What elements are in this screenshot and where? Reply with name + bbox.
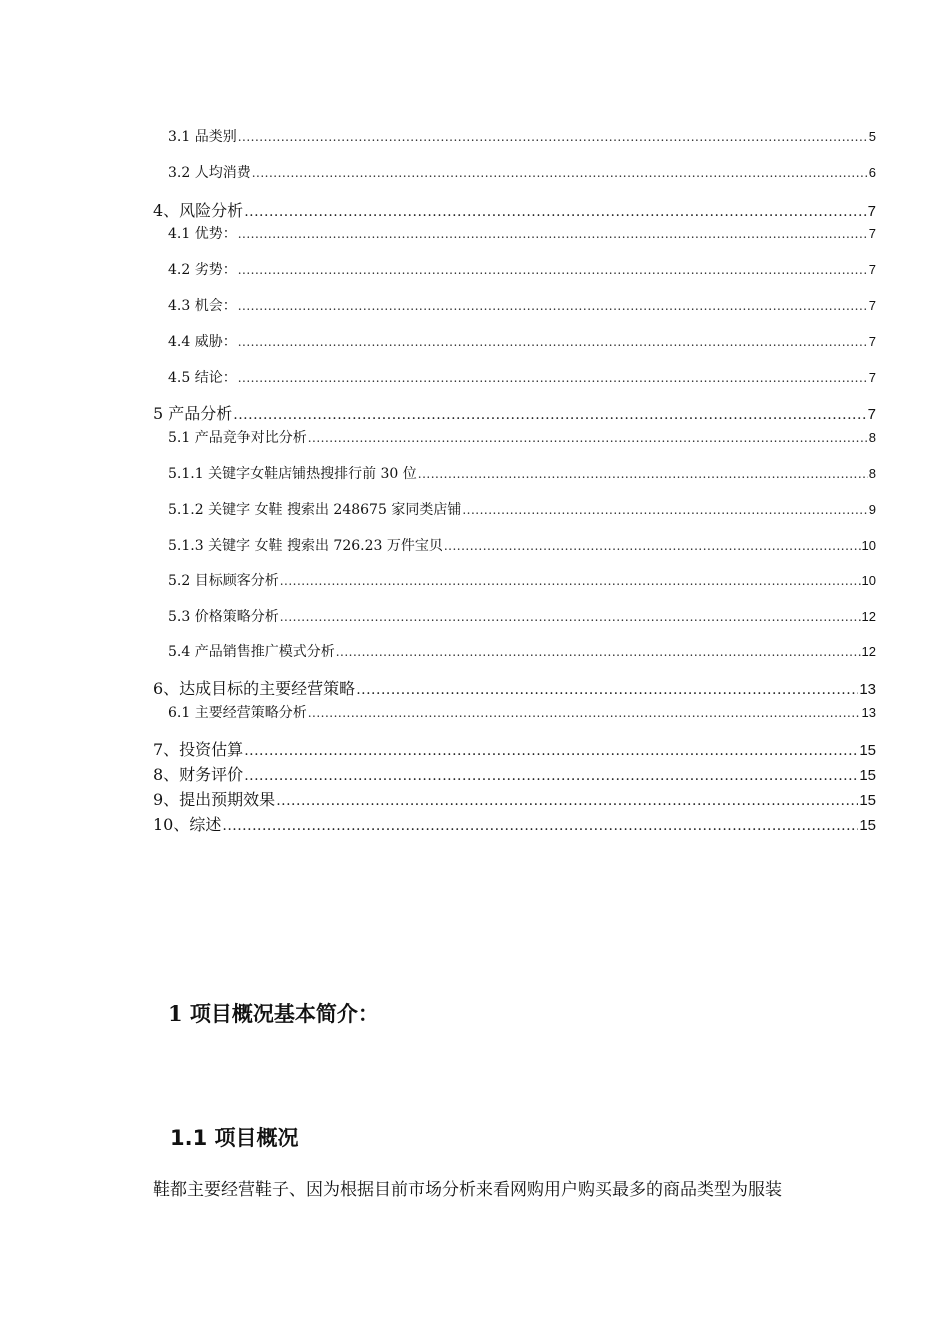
toc-entry[interactable] — [168, 606, 876, 626]
body-paragraph: 鞋都主要经营鞋子、因为根据目前市场分析来看网购用户购买最多的商品类型为服装 — [153, 1180, 782, 1200]
toc-entry-label: 5.2 目标顾客分析 — [168, 573, 279, 589]
toc-entry-page: 7 — [867, 203, 876, 220]
toc-entry-page: 6 — [868, 165, 876, 180]
toc-entry-label: 5.4 产品销售推广模式分析 — [168, 644, 335, 660]
toc-entry[interactable] — [153, 787, 876, 810]
toc-entry-page: 12 — [861, 609, 876, 624]
toc-entry[interactable] — [168, 259, 876, 279]
toc-leader-dots — [222, 818, 858, 834]
toc-entry-label: 7、投资估算 — [153, 740, 244, 759]
toc-entry[interactable] — [168, 463, 876, 483]
toc-entry-label: 6.1 主要经营策略分析 — [168, 705, 307, 721]
toc-entry-page: 13 — [861, 705, 876, 720]
toc-entry-page: 15 — [859, 792, 876, 809]
toc-entry[interactable] — [168, 223, 876, 243]
toc-entry-page: 7 — [868, 370, 876, 385]
toc-entry[interactable] — [153, 401, 876, 424]
toc-entry[interactable] — [168, 702, 876, 722]
toc-entry[interactable] — [153, 676, 876, 699]
toc-entry[interactable] — [168, 427, 876, 447]
toc-entry-page: 15 — [859, 767, 876, 784]
toc-entry-label: 5 产品分析 — [153, 404, 233, 423]
toc-leader-dots — [238, 371, 868, 385]
toc-entry-page: 5 — [868, 129, 876, 144]
toc-entry[interactable] — [168, 499, 876, 519]
toc-entry-label: 4.4 威胁： — [168, 334, 237, 350]
toc-leader-dots — [418, 467, 868, 481]
toc-entry-label: 4.3 机会： — [168, 298, 237, 314]
toc-leader-dots — [276, 793, 858, 809]
toc-entry[interactable] — [168, 331, 876, 351]
toc-leader-dots — [308, 706, 861, 720]
toc-entry-label: 4.1 优势： — [168, 226, 237, 242]
toc-entry-page: 12 — [861, 644, 876, 659]
toc-entry-page: 7 — [868, 298, 876, 313]
toc-entry[interactable] — [153, 737, 876, 760]
toc-entry[interactable] — [168, 367, 876, 387]
toc-entry-page: 7 — [868, 226, 876, 241]
toc-leader-dots — [252, 166, 868, 180]
toc-leader-dots — [244, 204, 866, 220]
toc-entry-page: 13 — [859, 681, 876, 698]
toc-leader-dots — [308, 431, 868, 445]
section-heading-1: 1 项目概况基本简介： — [168, 1001, 379, 1026]
toc-entry-label: 3.2 人均消费 — [168, 165, 251, 181]
toc-entry-page: 8 — [868, 430, 876, 445]
toc-entry[interactable] — [153, 762, 876, 785]
toc-entry-label: 6、达成目标的主要经营策略 — [153, 679, 356, 698]
toc-entry-page: 8 — [868, 466, 876, 481]
toc-leader-dots — [444, 539, 861, 553]
toc-leader-dots — [238, 263, 868, 277]
toc-entry[interactable] — [168, 535, 876, 555]
toc-entry[interactable] — [153, 198, 876, 221]
toc-entry-label: 10、综述 — [153, 815, 222, 834]
toc-entry[interactable] — [153, 812, 876, 835]
toc-entry[interactable] — [168, 295, 876, 315]
toc-entry-page: 10 — [861, 573, 876, 588]
toc-leader-dots — [244, 768, 858, 784]
toc-entry-label: 4.5 结论： — [168, 370, 237, 386]
toc-entry[interactable] — [168, 162, 876, 182]
section-heading-1-1: 1.1 项目概况 — [170, 1126, 299, 1150]
toc-entry-label: 4、风险分析 — [153, 201, 244, 220]
toc-entry-page: 15 — [859, 742, 876, 759]
toc-entry-label: 5.1 产品竞争对比分析 — [168, 430, 307, 446]
toc-leader-dots — [356, 682, 858, 698]
toc-entry-label: 5.1.1 关键字女鞋店铺热搜排行前 30 位 — [168, 466, 417, 482]
toc-leader-dots — [280, 574, 861, 588]
toc-entry-page: 7 — [868, 262, 876, 277]
toc-leader-dots — [238, 227, 868, 241]
toc-entry-label: 9、提出预期效果 — [153, 790, 276, 809]
toc-entry-label: 5.1.2 关键字 女鞋 搜索出 248675 家同类店铺 — [168, 502, 462, 518]
toc-leader-dots — [336, 645, 861, 659]
toc-entry-label: 5.1.3 关键字 女鞋 搜索出 726.23 万件宝贝 — [168, 538, 443, 554]
toc-leader-dots — [244, 743, 858, 759]
toc-entry-label: 4.2 劣势： — [168, 262, 237, 278]
toc-entry[interactable] — [168, 641, 876, 661]
toc-leader-dots — [238, 299, 868, 313]
toc-leader-dots — [280, 610, 861, 624]
toc-entry[interactable] — [168, 570, 876, 590]
toc-leader-dots — [233, 407, 866, 423]
toc-entry-label: 8、财务评价 — [153, 765, 244, 784]
toc-entry-page: 7 — [867, 406, 876, 423]
toc-entry-page: 7 — [868, 334, 876, 349]
toc-entry-label: 3.1 品类别 — [168, 129, 237, 145]
toc-leader-dots — [462, 503, 867, 517]
toc-entry[interactable] — [168, 126, 876, 146]
toc-entry-label: 5.3 价格策略分析 — [168, 609, 279, 625]
toc-leader-dots — [238, 130, 868, 144]
toc-entry-page: 10 — [861, 538, 876, 553]
toc-entry-page: 15 — [859, 817, 876, 834]
toc-entry-page: 9 — [868, 502, 876, 517]
toc-leader-dots — [238, 335, 868, 349]
